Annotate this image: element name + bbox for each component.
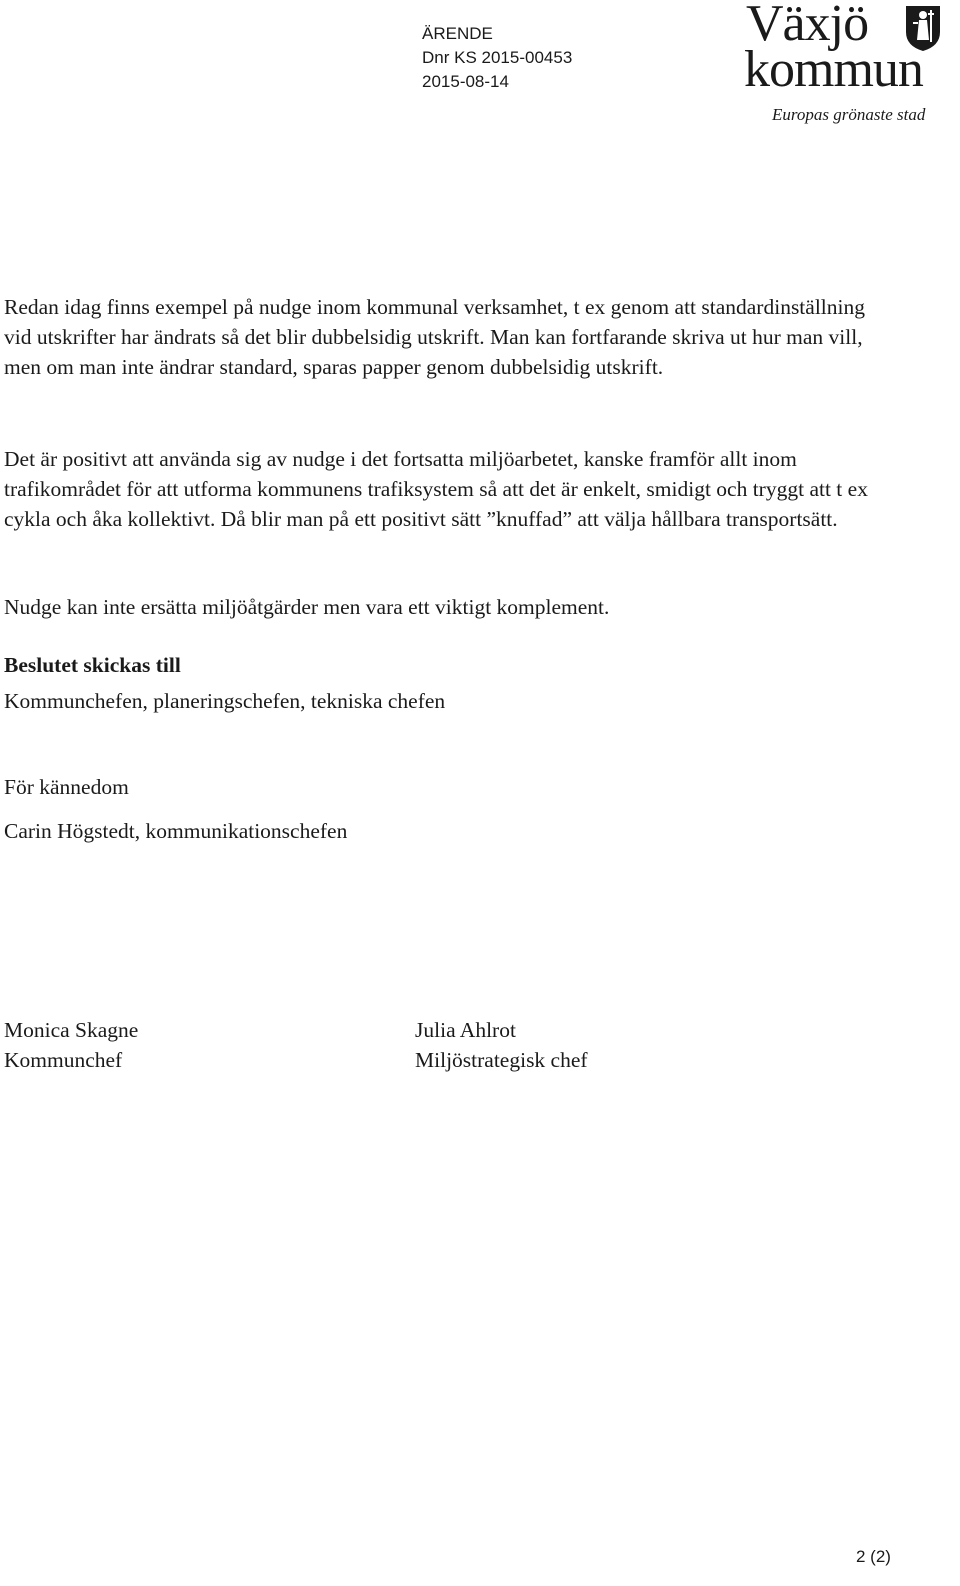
vaxjo-kommun-logo [746,0,960,132]
for-information-recipients: Carin Högstedt, kommunikationschefen [4,819,348,843]
document-type: ÄRENDE [422,24,493,43]
body-paragraph-3: Nudge kan inte ersätta miljöåtgärder men vara ett viktigt komplement. [4,595,610,619]
body-paragraph-1: Redan idag finns exempel på nudge inom kommunal verksamhet, t ex genom att standardinställning vid utskrifter har ändrats så det blir dubbelsidig utskrift. Man kan fortfarande skriva ut hur man vill, men om man inte ändrar standard, sparas papper genom dubbelsidig utskrift. [4,295,865,379]
distribution-heading: Beslutet skickas till [4,653,181,677]
reference-number: Dnr KS 2015-00453 [422,48,573,67]
logo-word-kommun: kommun [744,41,923,98]
signatory-title: Miljöstrategisk chef [415,1048,588,1072]
for-information-label: För kännedom [4,775,129,799]
signature-block-right [415,1015,588,1075]
logo-tagline: Europas grönaste stad [772,105,926,124]
signatory-title: Kommunchef [4,1048,123,1072]
signatory-name: Julia Ahlrot [415,1018,516,1042]
logo-word-vaxjo: Växjö [746,0,869,52]
document-date: 2015-08-14 [422,72,509,91]
body-paragraph-2: Det är positivt att använda sig av nudge i det fortsatta miljöarbetet, kanske framför allt inom trafikområdet för att utforma kommunens trafiksystem så att det är enkelt, smidigt och tryggt att t ex cykla och åka kollektivt. Då blir man på ett positivt sätt ”knuffad” att välja hållbara transportsätt. [4,447,868,531]
page-number: 2 (2) [856,1547,891,1566]
distribution-recipients: Kommunchefen, planeringschefen, tekniska chefen [4,689,446,713]
signatory-name: Monica Skagne [4,1018,139,1042]
document-metadata [422,22,572,94]
signature-block-left [4,1015,138,1075]
